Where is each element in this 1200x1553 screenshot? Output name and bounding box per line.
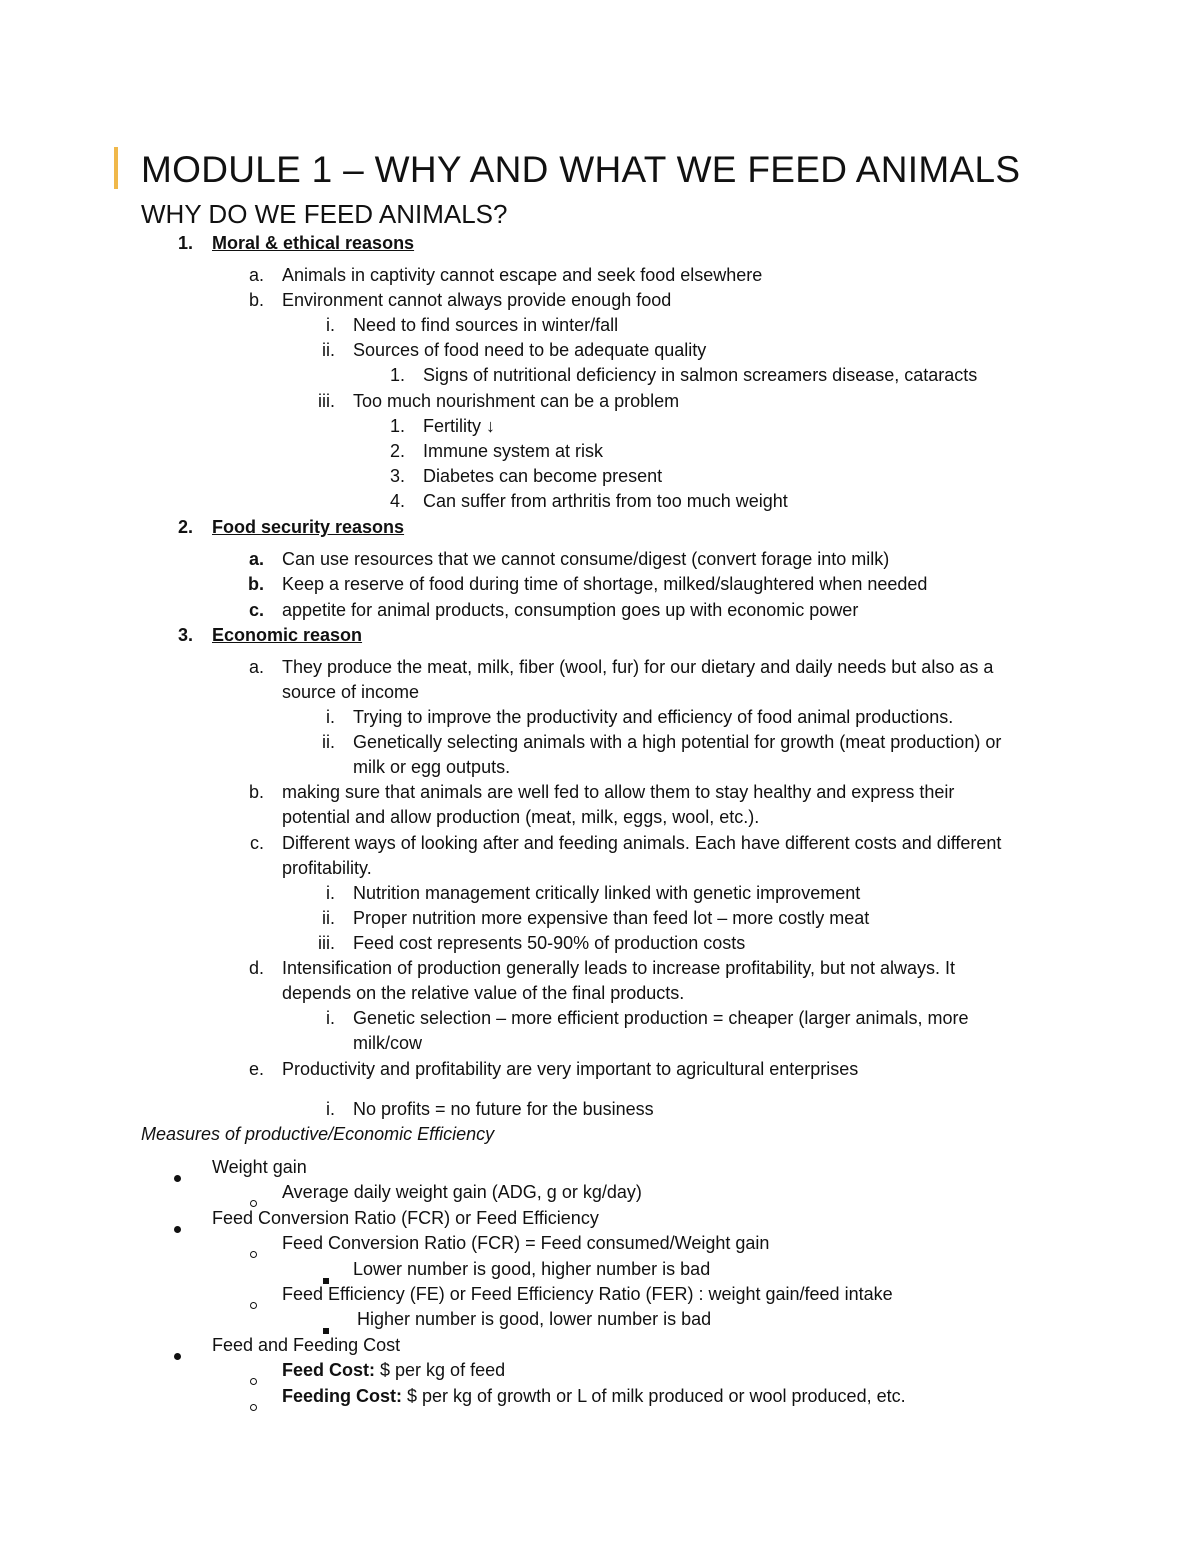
list-item-text: Animals in captivity cannot escape and seek food elsewhere bbox=[282, 265, 763, 285]
bullet-text: Feed Conversion Ratio (FCR) or Feed Efficiency bbox=[212, 1208, 599, 1228]
list-item-text: Genetically selecting animals with a high potential for growth (meat production) or bbox=[353, 732, 1002, 752]
bullet-text: Lower number is good, higher number is bad bbox=[353, 1259, 711, 1279]
list-item-text: milk/cow bbox=[353, 1033, 423, 1053]
list-item-text: Immune system at risk bbox=[423, 441, 604, 461]
list-marker: 2. bbox=[177, 517, 193, 537]
bullet-icon bbox=[174, 1215, 181, 1240]
list-item-text: Environment cannot always provide enough food bbox=[282, 290, 672, 310]
list-item-text: They produce the meat, milk, fiber (wool, fur) for our dietary and daily needs but also as a bbox=[282, 657, 994, 677]
list-marker: 1. bbox=[389, 416, 405, 436]
list-marker: i. bbox=[326, 315, 335, 335]
list-item-text: Intensification of production generally leads to increase profitability, but not always. It bbox=[282, 958, 956, 978]
reason-heading: Economic reason bbox=[212, 625, 363, 645]
list-item-text: Sources of food need to be adequate quality bbox=[353, 340, 707, 360]
list-item-text: profitability. bbox=[282, 858, 372, 878]
bullet-text: Average daily weight gain (ADG, g or kg/day) bbox=[282, 1182, 642, 1202]
list-marker: c. bbox=[248, 600, 264, 620]
list-marker: 3. bbox=[177, 625, 193, 645]
list-item-text: milk or egg outputs. bbox=[353, 757, 511, 777]
list-marker: 1. bbox=[177, 233, 193, 253]
list-marker: 3. bbox=[389, 466, 405, 486]
list-marker: iii. bbox=[318, 933, 335, 953]
circle-bullet-icon bbox=[250, 1291, 257, 1316]
bullet-text: Weight gain bbox=[212, 1157, 307, 1177]
page-title: MODULE 1 – WHY AND WHAT WE FEED ANIMALS bbox=[141, 149, 1021, 190]
list-marker: i. bbox=[326, 707, 335, 727]
list-item-text: Productivity and profitability are very important to agricultural enterprises bbox=[282, 1059, 859, 1079]
list-item-text: Genetic selection – more efficient production = cheaper (larger animals, more bbox=[353, 1008, 969, 1028]
list-marker: ii. bbox=[322, 732, 335, 752]
bullet-icon bbox=[174, 1164, 181, 1189]
list-item-text: potential and allow production (meat, milk, eggs, wool, etc.). bbox=[282, 807, 760, 827]
bullet-text: $ per kg of feed bbox=[375, 1360, 506, 1380]
list-marker: a. bbox=[248, 265, 264, 285]
list-marker: e. bbox=[248, 1059, 264, 1079]
bullet-label: Feed Cost: bbox=[282, 1360, 376, 1380]
list-marker: ii. bbox=[322, 340, 335, 360]
bullet-text-line bbox=[282, 1358, 505, 1383]
list-item-text: Proper nutrition more expensive than feed lot – more costly meat bbox=[353, 908, 870, 928]
list-item-text: Nutrition management critically linked with genetic improvement bbox=[353, 883, 861, 903]
list-item-text: Signs of nutritional deficiency in salmon screamers disease, cataracts bbox=[423, 365, 978, 385]
list-item-text: Different ways of looking after and feeding animals. Each have different costs and different bbox=[282, 833, 1002, 853]
measures-heading: Measures of productive/Economic Efficiency bbox=[141, 1124, 495, 1144]
list-item-text: Need to find sources in winter/fall bbox=[353, 315, 619, 335]
list-marker: 2. bbox=[389, 441, 405, 461]
list-marker: a. bbox=[248, 549, 264, 569]
list-marker: a. bbox=[248, 657, 264, 677]
list-marker: c. bbox=[249, 833, 264, 853]
list-marker: i. bbox=[326, 1099, 335, 1119]
bullet-label: Feeding Cost: bbox=[282, 1386, 402, 1406]
list-marker: b. bbox=[248, 782, 264, 802]
list-item-text: No profits = no future for the business bbox=[353, 1099, 654, 1119]
circle-bullet-icon bbox=[250, 1367, 257, 1392]
circle-bullet-icon bbox=[250, 1393, 257, 1418]
bullet-text: $ per kg of growth or L of milk produced or wool produced, etc. bbox=[402, 1386, 906, 1406]
bullet-text-line bbox=[282, 1384, 906, 1409]
bullet-text: Feed Efficiency (FE) or Feed Efficiency Ratio (FER) : weight gain/feed intake bbox=[282, 1284, 893, 1304]
circle-bullet-icon bbox=[250, 1240, 257, 1265]
list-item-text: making sure that animals are well fed to allow them to stay healthy and express their bbox=[282, 782, 955, 802]
section-heading: WHY DO WE FEED ANIMALS? bbox=[141, 199, 508, 229]
list-marker: b. bbox=[248, 290, 264, 310]
list-marker: i. bbox=[326, 1008, 335, 1028]
list-item-text: Can suffer from arthritis from too much weight bbox=[423, 491, 788, 511]
list-marker: b. bbox=[248, 574, 264, 594]
list-item-text: Fertility ↓ bbox=[423, 416, 495, 436]
list-marker: iii. bbox=[318, 391, 335, 411]
bullet-text: Feed and Feeding Cost bbox=[212, 1335, 401, 1355]
list-item-text: Feed cost represents 50-90% of production costs bbox=[353, 933, 746, 953]
list-item-text: Diabetes can become present bbox=[423, 466, 663, 486]
list-marker: d. bbox=[248, 958, 264, 978]
list-item-text: Too much nourishment can be a problem bbox=[353, 391, 680, 411]
list-item-text: source of income bbox=[282, 682, 420, 702]
list-item-text: appetite for animal products, consumption goes up with economic power bbox=[282, 600, 859, 620]
reason-heading: Moral & ethical reasons bbox=[212, 233, 415, 253]
list-item-text: Trying to improve the productivity and efficiency of food animal productions. bbox=[353, 707, 954, 727]
bullet-text: Feed Conversion Ratio (FCR) = Feed consumed/Weight gain bbox=[282, 1233, 770, 1253]
bullet-text: Higher number is good, lower number is bad bbox=[357, 1309, 712, 1329]
list-item-text: depends on the relative value of the final products. bbox=[282, 983, 685, 1003]
list-marker: 1. bbox=[389, 365, 405, 385]
title-accent-bar bbox=[114, 147, 118, 189]
reason-heading: Food security reasons bbox=[212, 517, 405, 537]
list-item-text: Can use resources that we cannot consume/digest (convert forage into milk) bbox=[282, 549, 890, 569]
list-marker: 4. bbox=[389, 491, 405, 511]
list-item-text: Keep a reserve of food during time of shortage, milked/slaughtered when needed bbox=[282, 574, 928, 594]
bullet-icon bbox=[174, 1342, 181, 1367]
list-marker: ii. bbox=[322, 908, 335, 928]
list-marker: i. bbox=[326, 883, 335, 903]
